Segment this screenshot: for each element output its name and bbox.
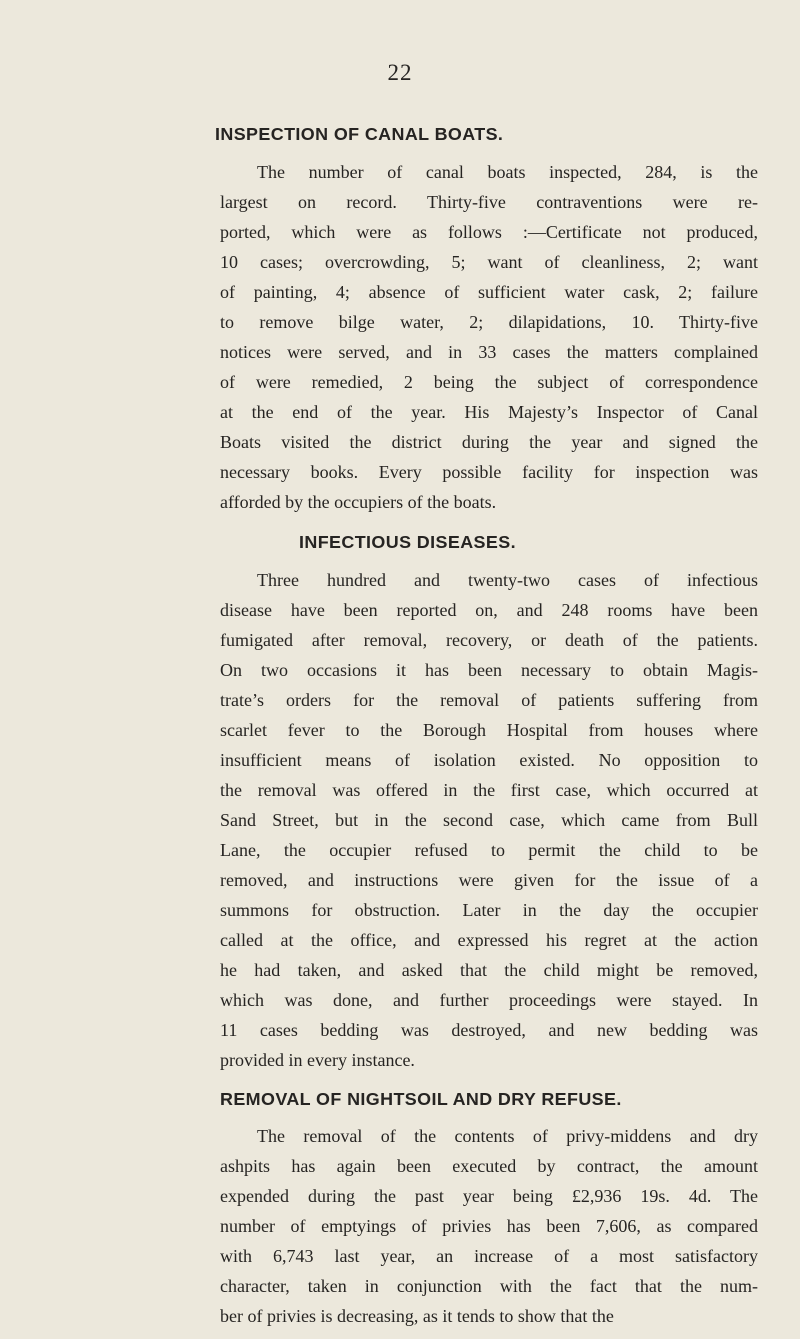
paragraph-line: The number of canal boats inspected, 284, is the — [257, 161, 758, 182]
paragraph-line: scarlet fever to the Borough Hospital from houses where — [220, 720, 758, 740]
section-heading-canal-boats: INSPECTION OF CANAL BOATS. — [215, 124, 504, 145]
paragraph-line: disease have been reported on, and 248 rooms have been — [220, 599, 758, 620]
paragraph-line: the removal was offered in the first case, which occurred at — [220, 780, 758, 801]
paragraph-line: with 6,743 last year, an increase of a most satisfactory — [220, 1245, 758, 1266]
paragraph-line: insufficient means of isolation existed. No opposition to — [220, 750, 758, 771]
paragraph-line: of were remedied, 2 being the subject of correspondence — [220, 371, 758, 392]
paragraph-line: largest on record. Thirty-five contraventions were re- — [220, 191, 758, 212]
paragraph-line: ported, which were as follows :—Certificate not produced, — [220, 221, 758, 242]
paragraph-line: summons for obstruction. Later in the day the occupier — [220, 900, 758, 921]
paragraph-line: Lane, the occupier refused to permit the child to be — [220, 840, 758, 861]
paragraph-line: 11 cases bedding was destroyed, and new bedding was — [220, 1020, 758, 1041]
paragraph-line: necessary books. Every possible facility for inspection was — [220, 461, 758, 482]
paragraph-line: ber of privies is decreasing, as it tends to show that the — [220, 1306, 614, 1326]
paragraph-line: he had taken, and asked that the child might be removed, — [220, 960, 758, 981]
paragraph-line: provided in every instance. — [220, 1050, 415, 1071]
paragraph-line: of painting, 4; absence of sufficient water cask, 2; failure — [220, 281, 758, 302]
paragraph-line: Three hundred and twenty-two cases of infectious — [257, 569, 758, 590]
paragraph-line: notices were served, and in 33 cases the matters complained — [220, 341, 758, 362]
paragraph-line: called at the office, and expressed his regret at the action — [220, 930, 758, 951]
section-heading-infectious-diseases: INFECTIOUS DISEASES. — [299, 531, 516, 552]
paragraph-line: 10 cases; overcrowding, 5; want of cleanliness, 2; want — [220, 251, 758, 272]
paragraph-line: character, taken in conjunction with the fact that the num- — [220, 1275, 758, 1296]
page-number: 22 — [387, 60, 413, 85]
paragraph-line: fumigated after removal, recovery, or death of the patients. — [220, 629, 758, 650]
paragraph-line: The removal of the contents of privy-middens and dry — [257, 1125, 758, 1146]
paragraph-line: trate’s orders for the removal of patients suffering from — [220, 690, 758, 710]
paragraph-line: to remove bilge water, 2; dilapidations, 10. Thirty-five — [220, 311, 758, 332]
paragraph-line: which was done, and further proceedings were stayed. In — [220, 990, 758, 1011]
paragraph-line: number of emptyings of privies has been 7,606, as compared — [220, 1215, 758, 1236]
paragraph-line: removed, and instructions were given for the issue of a — [220, 870, 758, 891]
paragraph-line: ashpits has again been executed by contract, the amount — [220, 1155, 758, 1176]
paragraph-line: Sand Street, but in the second case, which came from Bull — [220, 810, 758, 831]
paragraph-line: expended during the past year being £2,936 19s. 4d. The — [220, 1185, 758, 1206]
paragraph-line: On two occasions it has been necessary to obtain Magis- — [220, 659, 758, 680]
paragraph-line: afforded by the occupiers of the boats. — [220, 491, 497, 512]
paragraph-line: Boats visited the district during the year and signed the — [220, 431, 758, 452]
paragraph-line: at the end of the year. His Majesty’s Inspector of Canal — [220, 401, 758, 422]
section-heading-nightsoil-removal: REMOVAL OF NIGHTSOIL AND DRY REFUSE. — [220, 1088, 622, 1109]
